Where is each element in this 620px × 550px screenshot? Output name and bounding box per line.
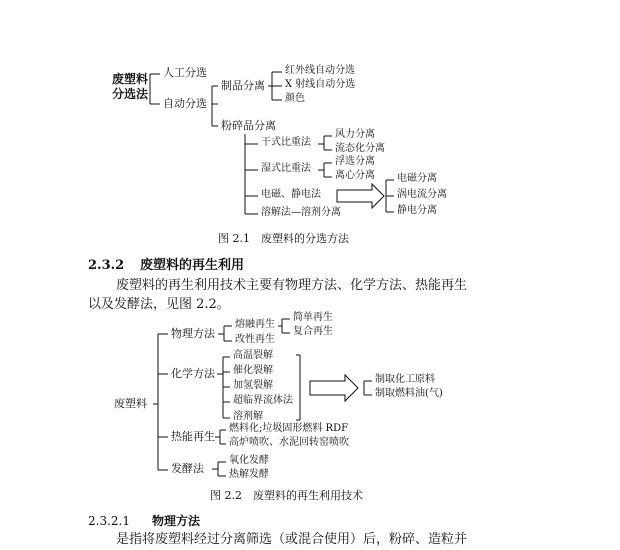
fig2-pyrolysis: 高温裂解 — [233, 350, 273, 361]
fig2-simple: 简单再生 — [293, 312, 333, 323]
fig1-fluidized: 流态化分离 — [335, 143, 385, 154]
fig2-catalytic: 催化裂解 — [233, 365, 273, 376]
fig1-big-arrow — [337, 184, 384, 208]
section-title: 废塑料的再生利用 — [140, 258, 245, 273]
fig2-physical: 物理方法 — [171, 327, 215, 340]
fig1-caption: 图 2.1 废塑料的分选方法 — [218, 232, 349, 245]
fig2-big-arrow — [310, 375, 358, 401]
fig1-crushed: 粉碎品分离 — [221, 119, 276, 132]
fig1-auto: 自动分选 — [163, 97, 207, 110]
subsection-paragraph-line1: 是指将废塑料经过分离筛选（或混合使用）后，粉碎、造粒并 — [116, 532, 468, 547]
fig1-infrared: 红外线自动分选 — [285, 65, 355, 76]
fig2-solvent: 溶剂解 — [233, 411, 263, 422]
fig2-root: 废塑料 — [114, 397, 147, 410]
fig1-centrifugal: 离心分离 — [335, 170, 375, 181]
fig2-furnace: 高炉喷吹、水泥回转窑喷吹 — [229, 437, 349, 448]
subsection-number: 2.3.2.1 — [88, 514, 130, 528]
fig2-fuelize: 燃料化;垃圾固形燃料 RDF — [229, 423, 349, 434]
fig1-xray: X 射线自动分选 — [285, 79, 356, 90]
fig2-chem-raw: 制取化工原料 — [375, 374, 435, 385]
fig1-root-label-line2: 分选法 — [112, 87, 149, 101]
fig1-dissolve: 溶解法—溶剂分离 — [261, 207, 341, 218]
fig1-wet: 湿式比重法 — [261, 163, 311, 174]
fig2-oxidize: 氧化发酵 — [229, 455, 269, 466]
fig1-product-sort: 制品分离 — [221, 79, 265, 92]
fig1-electrostatic: 静电分离 — [397, 205, 437, 216]
section-paragraph-line2: 以及发酵法，见图 2.2。 — [88, 297, 230, 312]
fig2-ferment: 发酵法 — [171, 462, 204, 475]
fig1-manual: 人工分选 — [163, 66, 207, 79]
fig1-em-sep: 电磁分离 — [397, 173, 437, 184]
fig2-modify: 改性再生 — [235, 334, 275, 345]
fig1-em: 电磁、静电法 — [261, 189, 321, 200]
fig1-wind: 风力分离 — [335, 129, 375, 140]
subsection-title: 物理方法 — [152, 514, 201, 528]
fig1-float: 浮选分离 — [335, 156, 375, 167]
fig1-dry: 干式比重法 — [261, 137, 311, 148]
fig2-chemical: 化学方法 — [171, 367, 215, 380]
fig2-composite: 复合再生 — [293, 326, 333, 337]
section-paragraph-line1: 废塑料的再生利用技术主要有物理方法、化学方法、热能再生 — [116, 278, 468, 293]
fig1-color: 颜色 — [285, 93, 305, 104]
fig2-hydro: 加氢裂解 — [233, 380, 273, 391]
section-number: 2.3.2 — [88, 258, 125, 273]
fig1-eddy: 涡电流分离 — [397, 189, 447, 200]
fig2-fuel-oil: 制取燃料油(气) — [375, 388, 443, 399]
fig2-thermo-ferment: 热解发酵 — [229, 469, 269, 480]
fig2-supercritical: 超临界流体法 — [233, 395, 293, 406]
fig2-melt: 熔融再生 — [235, 319, 275, 330]
fig2-caption: 图 2.2 废塑料的再生利用技术 — [210, 489, 363, 502]
fig1-root-label-line1: 废塑料 — [112, 72, 149, 86]
fig2-thermal: 热能再生 — [171, 430, 215, 443]
